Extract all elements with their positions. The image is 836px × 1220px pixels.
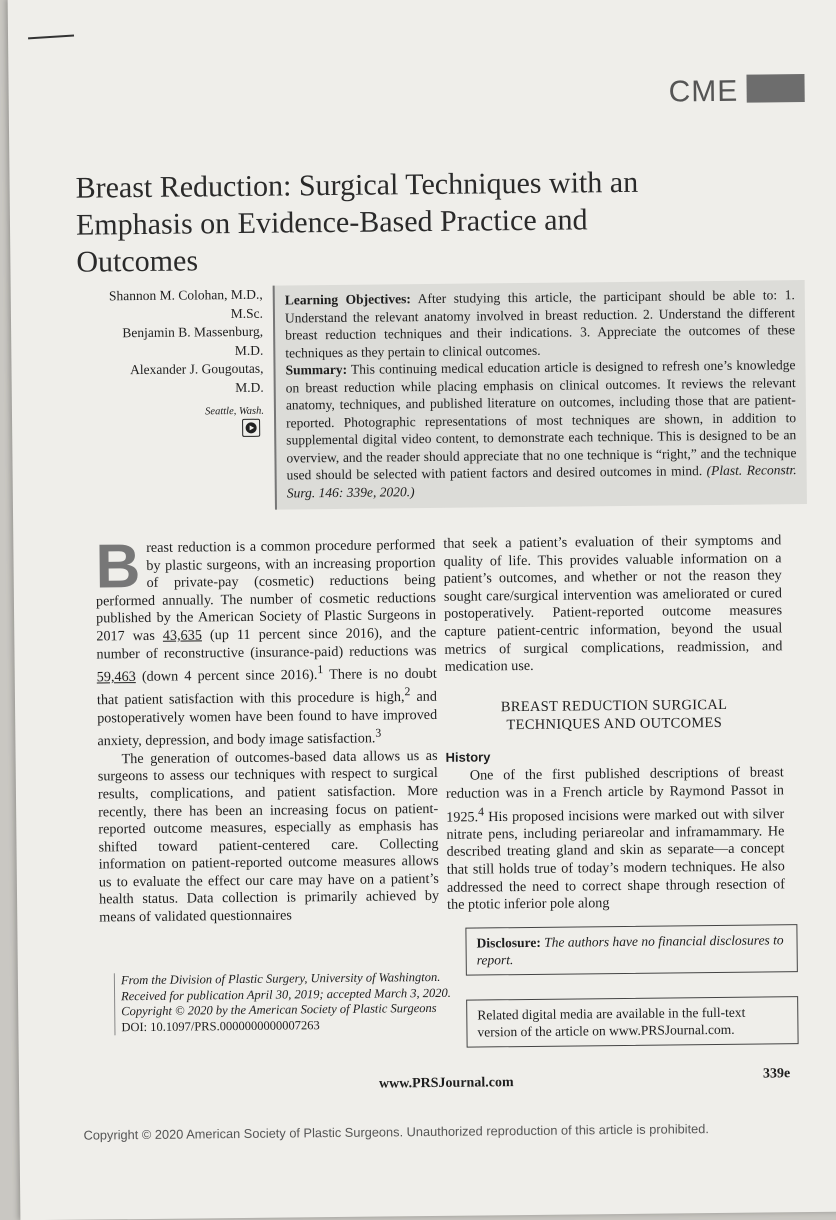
disclosure-label: Disclosure:: [476, 934, 541, 951]
reference-marker: 4: [478, 803, 485, 819]
reference-marker: 3: [375, 725, 382, 740]
disclosure-text: The authors have no financial disclosures to report.: [476, 932, 784, 968]
author-name: Benjamin B. Massenburg,: [122, 323, 264, 341]
page-number: 339e: [762, 1066, 791, 1082]
author-degree: M.D.: [234, 342, 264, 358]
paragraph: One of the first published descriptions of breast reduction was in a French article by Raymond Passot in 1925.$^4$ His proposed incisions were marked out with silver nitrate pens, including periareolar and inframammary. He described treating gland and skin as separate—a concept that still holds true of today’s modern techniques. He also addressed the need to correct shape through resection of the ptotic inferior pole along: [445, 764, 786, 914]
paragraph: The generation of outcomes-based data allows us as surgeons to assess our techniques with respect to surgical results, complications, and patient satisfaction. More recently, there has been an increasing focus on patient-reported outcome measures, especially as emphasis has shifted toward patient-centered care. Collecting information on patient-reported outcome measures allows us to evaluate the effect our care may have on a patient’s health status. Data collection is primarily achieved by means of validated questionnaires: [97, 747, 440, 926]
pen-mark: [28, 34, 74, 38]
reference-marker: 2: [404, 684, 411, 699]
body-column-right: [443, 532, 785, 914]
reconstructive-count: 59,463: [96, 668, 136, 686]
body-column-left: [95, 532, 440, 927]
article-title: Breast Reduction: Surgical Techniques with an Emphasis on Evidence-Based Practice and Outcomes: [75, 165, 639, 279]
received-dates: Received for publication April 30, 2019; accepted March 3, 2020.: [121, 985, 451, 1003]
video-play-icon[interactable]: [242, 419, 260, 437]
author-degree: M.Sc.: [230, 305, 264, 321]
paragraph: Breast reduction is a common procedure performed by plastic surgeons, with an increasing proportion of private-pay (cosmetic) reductions being performed annually. The number of cosmetic reductions published by the American Society of Plastic Surgeons in 2017 was 43,635 (up 11 percent since 2016), and the number of reconstructive (insurance-paid) reductions was 59,463 (down 4 percent since 2016).$^1$ There is no doubt that patient satisfaction with this procedure is high,$^2$ and postoperatively women have been found to have improved anxiety, depression, and body image satisfaction.$^3$: [95, 532, 438, 750]
journal-page: [8, 0, 836, 1220]
doi: DOI: 10.1097/PRS.0000000000007263: [121, 1017, 320, 1034]
author-list: [51, 286, 264, 424]
reference-marker: 1: [317, 662, 324, 677]
affiliation: From the Division of Plastic Surgery, University of Washington.: [120, 969, 441, 988]
learning-objectives-text: After studying this article, the participant should be able to: 1. Understand the relevant anatomy involved in breast reduction. 2. Understand the different breast reduction techniques and their indications. 3. Appreciate the outcomes of these techniques as they pertain to clinical outcomes.: [284, 287, 796, 360]
drop-cap: B: [95, 532, 141, 602]
summary-text: This continuing medical education article is designed to refresh one’s knowledge on breast reduction while placing emphasis on clinical outcomes. It reviews the relevant anatomy, techniques, and published literature on outcomes, including those that are patient-reported. Photographic representations of most techniques are shown, in addition to supplemental digital video content, to demonstrate each technique. This is designed to be an overview, and the reader should appreciate that no one technique is “right,” and the technique used should be selected with patient factors and desired outcomes in mind.: [285, 357, 797, 483]
author-location: Seattle, Wash.: [205, 405, 265, 418]
footnote: [114, 970, 452, 1036]
summary-label: Summary:: [285, 361, 348, 378]
author-name: Alexander J. Gougoutas,: [129, 360, 264, 378]
subsection-heading: History: [445, 749, 491, 765]
digital-media-text: Related digital media are available in the full-text version of the article on www.PRSJournal.com.: [477, 1004, 746, 1040]
citation: (Plast. Reconstr. Surg. 146: 339e, 2020.): [286, 462, 797, 500]
cme-label: CME: [668, 74, 739, 109]
cme-bar: [746, 74, 804, 103]
journal-url[interactable]: www.PRSJournal.com: [378, 1075, 514, 1092]
disclosure-box: [465, 924, 797, 975]
author-name: Shannon M. Colohan, M.D.,: [108, 286, 263, 304]
copyright-line: Copyright © 2020 by the American Society of Plastic Surgeons: [121, 1000, 437, 1019]
paragraph: that seek a patient’s evaluation of their symptoms and quality of life. This provides valuable information on a patient’s outcomes, and whether or not the reason they sought care/surgical intervention was ameliorated or cured postoperatively. Patient-reported outcome measures capture patient-centric information, beyond the usual metrics of surgical complications, readmission, and medication use.: [443, 532, 783, 675]
section-heading: BREAST REDUCTION SURGICAL TECHNIQUES AND OUTCOMES: [500, 696, 728, 733]
author-degree: M.D.: [235, 379, 264, 395]
learning-objectives-label: Learning Objectives:: [284, 291, 411, 308]
digital-media-box: [466, 996, 798, 1047]
abstract-box: [273, 280, 807, 510]
cosmetic-count: 43,635: [162, 627, 202, 644]
copyright-notice: Copyright © 2020 American Society of Plastic Surgeons. Unauthorized reproduction of this article is prohibited.: [83, 1121, 710, 1143]
